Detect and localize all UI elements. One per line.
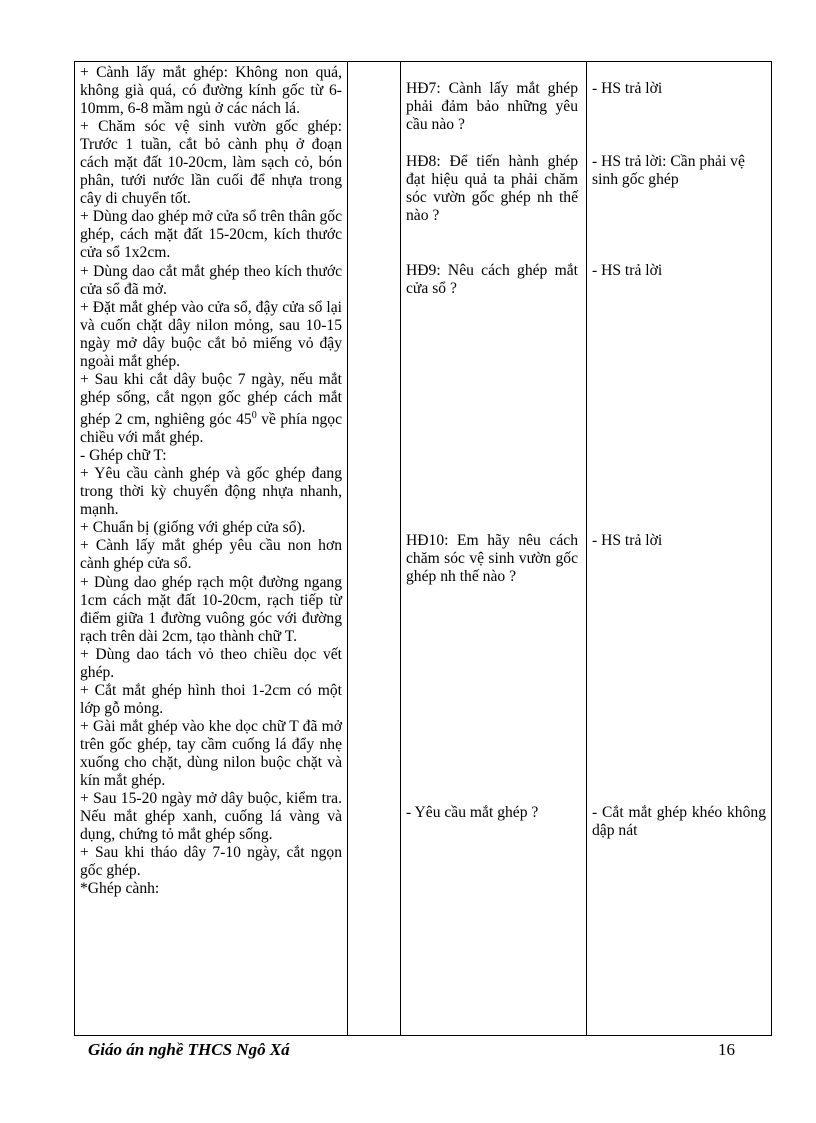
content-line: - Ghép chữ T: — [80, 447, 167, 465]
content-line: + Sau 15-20 ngày mở dây buộc, kiểm tra. Nếu mắt ghép xanh, cuống lá vàng và dụng, chứng tỏ mắt ghép sống. — [80, 790, 342, 844]
degree-sup: 0 — [251, 409, 257, 421]
column-divider — [586, 62, 587, 1035]
content-line: + Sau khi tháo dây 7-10 ngày, cắt ngọn gốc ghép. — [80, 844, 342, 880]
angle-tail: về phía ngọc chiều với mắt ghép. — [80, 411, 343, 447]
content-line: + Chuẩn bị (giống với ghép cửa sổ). — [80, 519, 306, 537]
content-line — [80, 371, 342, 447]
content-line: + Cắt mắt ghép hình thoi 1-2cm có một lớp gỗ mỏng. — [80, 681, 342, 717]
student-activity: - HS trả lời — [592, 262, 663, 279]
footer-school: Giáo án nghề THCS Ngô Xá — [88, 1040, 290, 1059]
page-number: 16 — [718, 1040, 735, 1059]
student-activity: - HS trả lời: Cần phải vệ sinh gốc ghép — [592, 153, 745, 189]
content-line: + Chăm sóc vệ sinh vườn gốc ghép: Trước 1 tuần, cắt bỏ cành phụ ở đoạn cách mặt đất 10-20cm, làm sạch cỏ, bón phân, tưới nước lần cuối để nhựa trong cây di chuyển tốt. — [80, 118, 342, 208]
student-activity: - HS trả lời — [592, 80, 663, 97]
teacher-activity-hd8: HĐ8: Để tiến hành ghép đạt hiệu quả ta phải chăm sóc vườn gốc ghép nh thế nào ? — [406, 153, 578, 225]
content-column — [80, 64, 342, 898]
student-activity: - Cắt mắt ghép khéo không dập nát — [592, 804, 766, 840]
teacher-activity-hd9: HĐ9: Nêu cách ghép mắt cửa sổ ? — [406, 262, 578, 298]
content-line: + Dùng dao cắt mắt ghép theo kích thước cửa sổ đã mở. — [80, 262, 342, 298]
content-line: + Gài mắt ghép vào khe dọc chữ T đã mở trên gốc ghép, tay cầm cuống lá đẩy nhẹ xuống cho chặt, dùng nilon buộc chặt và kín mắt ghép. — [80, 717, 342, 790]
teacher-question: - Yêu cầu mắt ghép ? — [406, 804, 539, 821]
column-divider — [400, 62, 401, 1035]
content-line: + Cành lấy mắt ghép yêu cầu non hơn cành ghép cửa sổ. — [80, 537, 342, 573]
content-line: + Dùng dao ghép rạch một đường ngang 1cm cách mặt đất 10-20cm, rạch tiếp từ điểm giữa 1 đường vuông góc với đường rạch trên dài 2cm, tạo thành chữ T. — [80, 573, 342, 645]
content-line: + Dùng dao ghép mở cửa sổ trên thân gốc ghép, cách mặt đất 15-20cm, kích thước cửa sổ 1x2cm. — [80, 208, 342, 262]
content-line: + Dùng dao tách vỏ theo chiều dọc vết ghép. — [80, 645, 342, 681]
lesson-table — [74, 61, 772, 1036]
content-line: *Ghép cành: — [80, 880, 160, 898]
content-line: + Cành lấy mắt ghép: Không non quá, không già quá, có đường kính gốc từ 6-10mm, 6-8 mầm ngủ ở các nách lá. — [80, 64, 342, 118]
student-activity: - HS trả lời — [592, 532, 663, 549]
content-line: + Đặt mắt ghép vào cửa sổ, đậy cửa sổ lại và cuốn chặt dây nilon mỏng, sau 10-15 ngày mở dây buộc cắt bỏ miếng vỏ đậy ngoài mắt ghép. — [80, 298, 342, 370]
angle-text: + Sau khi cắt dây buộc 7 ngày, nếu mắt ghép sống, cắt ngọn gốc ghép cách mắt ghép 2 cm, nghiêng góc 45 — [80, 370, 342, 429]
column-divider — [347, 62, 348, 1035]
teacher-activity-hd7: HĐ7: Cành lấy mắt ghép phải đảm bảo những yêu cầu nào ? — [406, 80, 578, 134]
content-line: + Yêu cầu cành ghép và gốc ghép đang trong thời kỳ chuyển động nhựa nhanh, mạnh. — [80, 465, 342, 519]
teacher-activity-hd10: HĐ10: Em hãy nêu cách chăm sóc vệ sinh vườn gốc ghép nh thế nào ? — [406, 532, 578, 586]
